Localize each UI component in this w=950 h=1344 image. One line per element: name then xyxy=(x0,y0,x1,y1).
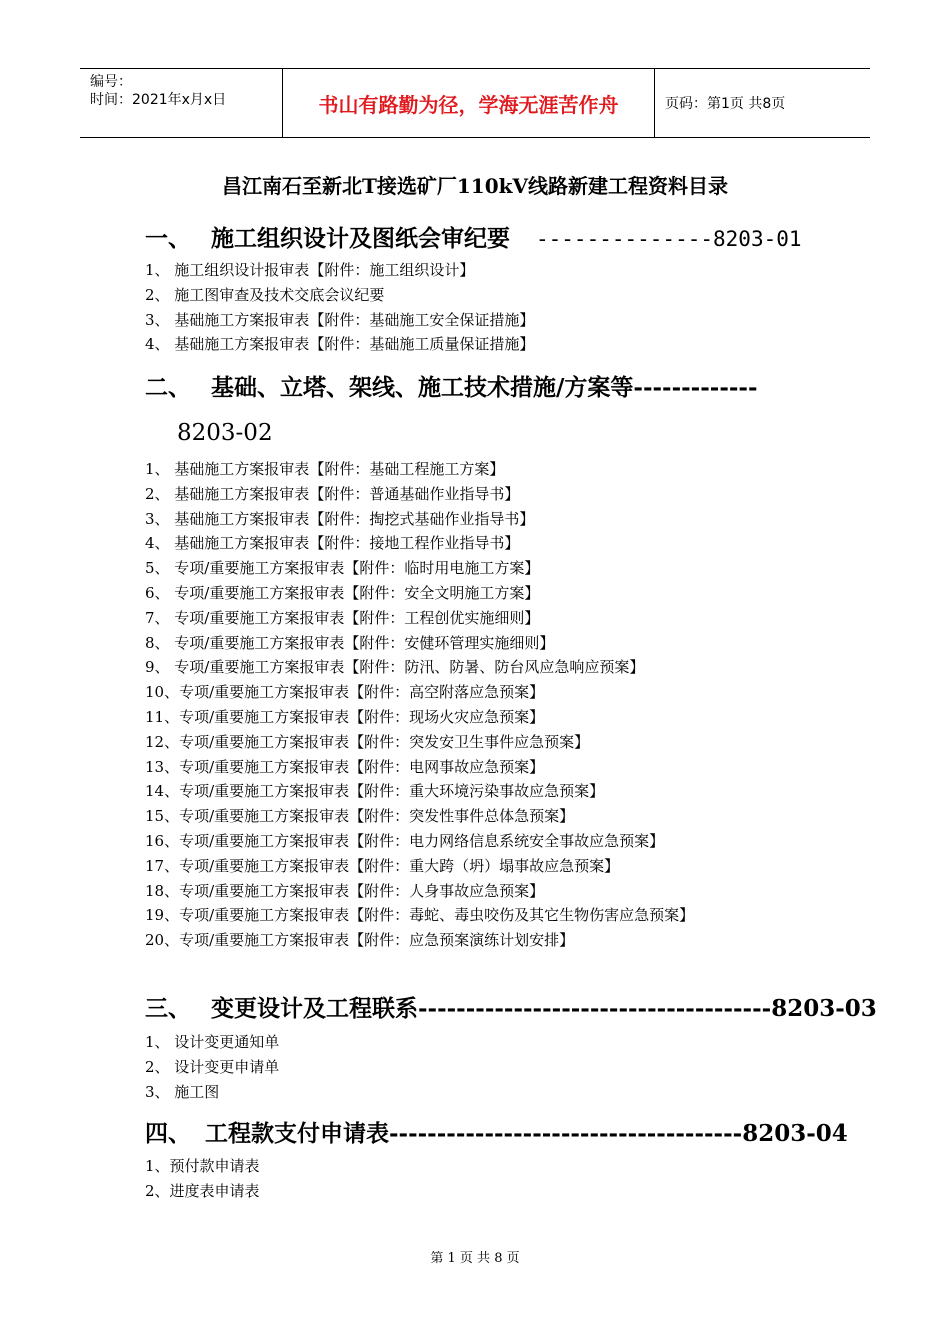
list-item: 18、专项/重要施工方案报审表【附件：人身事故应急预案】 xyxy=(145,881,545,900)
list-item: 19、专项/重要施工方案报审表【附件：毒蛇、毒虫咬伤及其它生物伤害应急预案】 xyxy=(145,906,695,925)
header-meta xyxy=(80,69,283,137)
section-name: 施工组织设计及图纸会审纪要 xyxy=(211,225,510,252)
list-item: 1、 施工组织设计报审表【附件：施工组织设计】 xyxy=(145,261,475,279)
section-code-2: 8203-02 xyxy=(177,420,273,446)
list-item: 14、专项/重要施工方案报审表【附件：重大环境污染事故应急预案】 xyxy=(145,782,605,801)
section-heading-2 xyxy=(145,369,758,402)
section-4-list xyxy=(145,1154,260,1204)
section-name: 基础、立塔、架线、施工技术措施/方案等 xyxy=(211,374,634,401)
section-3-list xyxy=(145,1030,279,1104)
section-number: 四、 xyxy=(145,1120,191,1147)
page-header xyxy=(80,68,870,138)
list-item: 3、 基础施工方案报审表【附件：基础施工安全保证措施】 xyxy=(145,310,535,329)
list-item: 10、专项/重要施工方案报审表【附件：高空附落应急预案】 xyxy=(145,683,545,702)
list-item: 12、专项/重要施工方案报审表【附件：突发安卫生事件应急预案】 xyxy=(145,732,590,751)
list-item: 5、 专项/重要施工方案报审表【附件：临时用电施工方案】 xyxy=(145,559,540,578)
list-item: 11、专项/重要施工方案报审表【附件：现场火灾应急预案】 xyxy=(145,707,545,726)
list-item: 3、 基础施工方案报审表【附件：掏挖式基础作业指导书】 xyxy=(145,509,535,528)
section-dashes: -------------- xyxy=(536,227,714,251)
page-info-text: 页码：第1页 共8页 xyxy=(665,96,786,112)
list-item: 1、 设计变更通知单 xyxy=(145,1033,280,1051)
section-dashes: ------------------------------------- xyxy=(389,1120,743,1147)
list-item: 9、 专项/重要施工方案报审表【附件：防汛、防暑、防台风应急响应预案】 xyxy=(145,658,645,677)
list-item: 1、预付款申请表 xyxy=(145,1157,260,1175)
page-footer: 第 1 页 共 8 页 xyxy=(430,1251,520,1266)
section-code: 8203-04 xyxy=(742,1120,848,1147)
list-item: 2、 施工图审查及技术交底会议纪要 xyxy=(145,285,385,304)
list-item: 7、 专项/重要施工方案报审表【附件：工程创优实施细则】 xyxy=(145,608,540,627)
section-2-list xyxy=(145,457,694,953)
list-item: 2、 基础施工方案报审表【附件：普通基础作业指导书】 xyxy=(145,484,520,503)
section-name: 工程款支付申请表 xyxy=(205,1120,389,1147)
list-item: 16、专项/重要施工方案报审表【附件：电力网络信息系统安全事故应急预案】 xyxy=(145,831,665,850)
list-item: 2、进度表申请表 xyxy=(145,1181,260,1200)
section-heading-3 xyxy=(145,990,877,1023)
section-code: 8203-01 xyxy=(713,227,802,251)
section-number: 三、 xyxy=(145,995,191,1022)
list-item: 2、 设计变更申请单 xyxy=(145,1057,280,1076)
list-item: 4、 基础施工方案报审表【附件：接地工程作业指导书】 xyxy=(145,534,520,553)
section-dashes: ------------- xyxy=(633,374,758,401)
list-item: 20、专项/重要施工方案报审表【附件：应急预案演练计划安排】 xyxy=(145,931,575,950)
section-dashes: ------------------------------------- xyxy=(418,995,772,1022)
list-item: 6、 专项/重要施工方案报审表【附件：安全文明施工方案】 xyxy=(145,583,540,602)
header-motto xyxy=(283,69,655,137)
section-name: 变更设计及工程联系 xyxy=(211,995,418,1022)
document-title: 昌江南石至新北T接选矿厂110kV线路新建工程资料目录 xyxy=(221,174,728,198)
section-code: 8203-03 xyxy=(771,995,877,1022)
list-item: 17、专项/重要施工方案报审表【附件：重大跨（坍）塌事故应急预案】 xyxy=(145,856,620,875)
time-label: 时间：2021年x月x日 xyxy=(90,92,227,108)
list-item: 8、 专项/重要施工方案报审表【附件：安健环管理实施细则】 xyxy=(145,633,555,652)
section-number: 二、 xyxy=(145,374,191,401)
list-item: 1、 基础施工方案报审表【附件：基础工程施工方案】 xyxy=(145,460,505,478)
header-page-info xyxy=(655,69,870,137)
motto-text: 书山有路勤为径，学海无涯苦作舟 xyxy=(318,92,619,117)
section-1-list xyxy=(145,258,534,357)
list-item: 3、 施工图 xyxy=(145,1082,220,1101)
section-heading-1 xyxy=(145,220,802,253)
list-item: 13、专项/重要施工方案报审表【附件：电网事故应急预案】 xyxy=(145,757,545,776)
section-number: 一、 xyxy=(145,225,191,252)
number-label: 编号： xyxy=(90,74,132,90)
section-heading-4 xyxy=(145,1115,848,1148)
list-item: 4、 基础施工方案报审表【附件：基础施工质量保证措施】 xyxy=(145,335,535,354)
list-item: 15、专项/重要施工方案报审表【附件：突发性事件总体急预案】 xyxy=(145,807,575,826)
